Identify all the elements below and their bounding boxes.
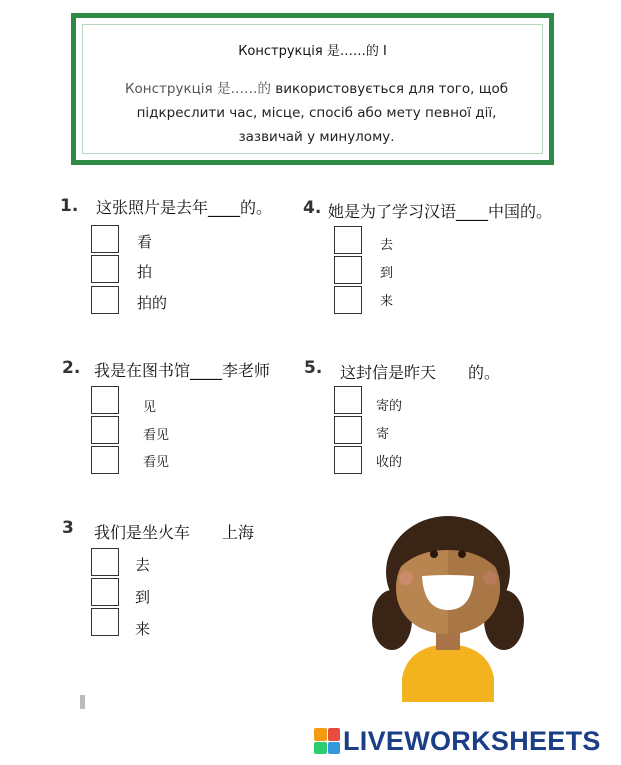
- description-lead: Конструкція 是……的: [124, 81, 271, 97]
- option-label: 看见: [143, 428, 170, 443]
- option-checkbox[interactable]: [91, 255, 119, 283]
- question-text: 我是在图书馆____李老师: [94, 361, 271, 380]
- question-text: 我们是坐火车 上海: [94, 523, 255, 542]
- option-label: 寄: [376, 427, 390, 442]
- question-text: 这张照片是去年____的。: [96, 198, 273, 217]
- option-checkbox[interactable]: [334, 416, 362, 444]
- option-checkbox[interactable]: [334, 226, 362, 254]
- instruction-description: [109, 77, 524, 149]
- option-checkbox[interactable]: [91, 225, 119, 253]
- option-label: 去: [135, 556, 151, 574]
- right-eye: [458, 550, 466, 558]
- option-checkbox[interactable]: [91, 446, 119, 474]
- instruction-title: Конструкція 是……的 I: [238, 44, 387, 59]
- option-checkbox[interactable]: [91, 286, 119, 314]
- logo-tile: [328, 728, 341, 741]
- left-cheek: [399, 571, 413, 585]
- option-label: 到: [380, 266, 394, 281]
- logo-tile: [328, 742, 341, 755]
- left-eye: [430, 550, 438, 558]
- instruction-box: [71, 13, 554, 165]
- option-checkbox[interactable]: [334, 446, 362, 474]
- logo-tile: [314, 728, 327, 741]
- option-label: 来: [380, 294, 394, 309]
- option-checkbox[interactable]: [91, 608, 119, 636]
- question-number: 5.: [304, 358, 323, 378]
- question-text: 她是为了学习汉语____中国的。: [328, 202, 553, 221]
- logo-tile: [314, 742, 327, 755]
- option-label: 看: [137, 233, 153, 251]
- option-label: 去: [380, 238, 394, 253]
- girl-illustration: [368, 510, 528, 702]
- option-label: 拍: [137, 263, 153, 281]
- question-text: 这封信是昨天 的。: [340, 363, 501, 382]
- option-checkbox[interactable]: [91, 416, 119, 444]
- option-label: 收的: [376, 455, 403, 470]
- brand-name: LIVEWORKSHEETS: [343, 725, 601, 756]
- option-label: 来: [135, 620, 151, 638]
- option-checkbox[interactable]: [91, 386, 119, 414]
- instruction-inner-border: [82, 24, 543, 154]
- option-checkbox[interactable]: [91, 578, 119, 606]
- shirt: [402, 644, 494, 702]
- liveworksheets-icon: [314, 728, 340, 754]
- right-cheek: [483, 571, 497, 585]
- option-label: 拍的: [137, 294, 168, 312]
- option-checkbox[interactable]: [334, 286, 362, 314]
- question-number: 1.: [60, 196, 79, 216]
- question-number: 2.: [62, 358, 81, 378]
- liveworksheets-logo: [314, 727, 601, 755]
- input-cursor-mark: [80, 695, 85, 709]
- option-label: 见: [143, 400, 157, 415]
- description-rest: використовується для того, щоб підкреслити час, місце, спосіб або мету певної дії, зазвичай у минулому.: [136, 81, 509, 145]
- option-checkbox[interactable]: [91, 548, 119, 576]
- option-label: 到: [135, 588, 151, 606]
- question-number: 4.: [303, 198, 322, 218]
- option-label: 看见: [143, 455, 170, 470]
- question-number: 3: [62, 518, 74, 538]
- option-label: 寄的: [376, 399, 403, 414]
- option-checkbox[interactable]: [334, 386, 362, 414]
- option-checkbox[interactable]: [334, 256, 362, 284]
